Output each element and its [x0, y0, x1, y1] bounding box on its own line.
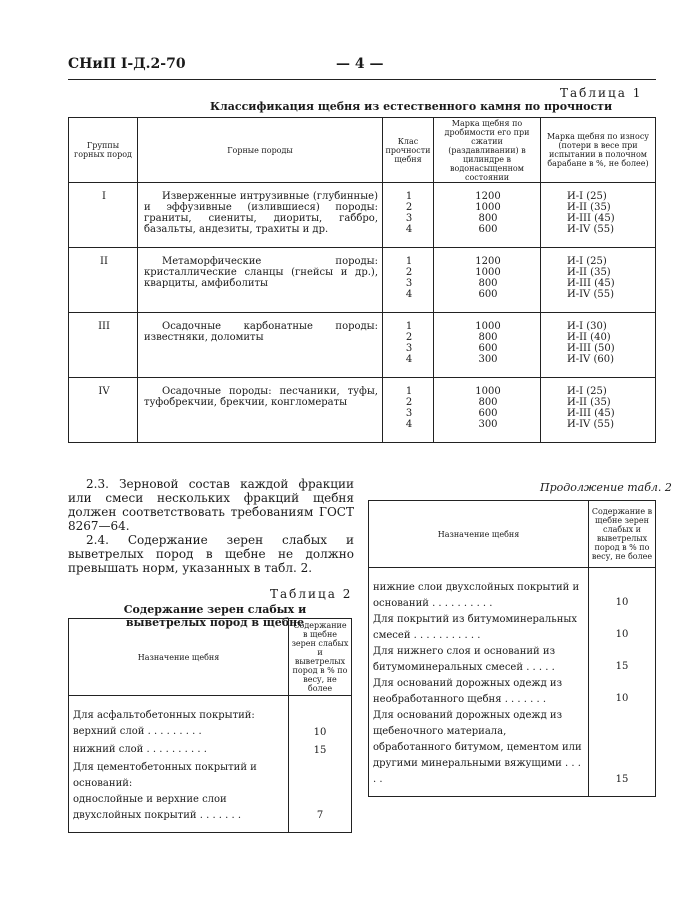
- table2-row: [69, 724, 352, 742]
- table2-value-cell: 15: [289, 742, 352, 760]
- table1-header-row: [69, 118, 656, 183]
- table2-cont-col-purpose: Назначение щебня: [369, 501, 589, 568]
- table1-col-group: Группы горных пород: [69, 118, 138, 183]
- table1-class-cell: [383, 248, 434, 313]
- table2-row: [69, 760, 352, 792]
- table2-header-row: [69, 619, 352, 696]
- table1-strength-cell: [434, 378, 541, 443]
- table2-value-cell: 7: [289, 792, 352, 833]
- table1-group-cell: III: [69, 313, 138, 378]
- table1-rock-cell: Изверженные интрузивные (глубинные) и эффузивные (излившиеся) породы: граниты, сиениты, диориты, габбро, базальты, андезиты, трахиты и др.: [138, 183, 383, 248]
- body-text: [68, 477, 354, 575]
- table1-class-cell-value: 4: [405, 354, 413, 365]
- table2-row: [69, 742, 352, 760]
- table1-class-cell-value: 3: [405, 343, 413, 354]
- table1-strength-cell-value: 300: [478, 419, 498, 430]
- table1-strength-cell: [434, 313, 541, 378]
- table1-class-cell-value: 2: [405, 332, 413, 343]
- table1-class-cell-value: 1: [405, 321, 413, 332]
- table2-cont-purpose-cell: нижние слои двухслойных покрытий и оснований . . . . . . . . . .: [369, 568, 589, 613]
- table1-wear-cell: [541, 183, 656, 248]
- table2-row: [69, 792, 352, 833]
- table1-title: Классификация щебня из естественного камня по прочности: [210, 100, 613, 113]
- table2-col-purpose: Назначение щебня: [69, 619, 289, 696]
- table1-class-cell-value: 3: [405, 213, 413, 224]
- table2-cont-purpose-cell: Для покрытий из битумоминеральных смесей . . . . . . . . . . .: [369, 612, 589, 644]
- table2-cont-row: [369, 676, 656, 708]
- table1-class-cell-value: 1: [405, 386, 413, 397]
- table1-row: [69, 248, 656, 313]
- table2-cont-purpose-cell: Для оснований дорожных одежд из щебеночного материала, обработанного битумом, цементом или другими минеральными вяжущими . . . . .: [369, 708, 589, 797]
- table1-strength-cell-value: 600: [478, 343, 498, 354]
- table1-wear-cell: [541, 313, 656, 378]
- table1-wear-cell-value: И-I (25): [567, 256, 607, 267]
- table1-strength-cell-value: 800: [478, 332, 498, 343]
- table1-class-cell-value: 3: [405, 408, 413, 419]
- table2-cont-row: [369, 612, 656, 644]
- table2-row: [69, 696, 352, 725]
- table1-strength-cell: [434, 183, 541, 248]
- table1-strength-cell-value: 1200: [475, 256, 501, 267]
- table2: [68, 618, 352, 833]
- table1-wear-cell-value: И-IV (60): [567, 354, 614, 365]
- table1-class-cell-value: 1: [405, 256, 413, 267]
- table2-cont-value-cell: 10: [589, 568, 656, 613]
- table1-class-cell-value: 4: [405, 419, 413, 430]
- table1-group-cell: I: [69, 183, 138, 248]
- table2-cont-row: [369, 644, 656, 676]
- table2-title: Содержание зерен слабых и выветрелых пород в щебне: [123, 603, 307, 629]
- document-code: СНиП I-Д.2-70: [68, 56, 186, 72]
- table2-purpose-cell: Для асфальтобетонных покрытий:: [69, 696, 289, 725]
- page-number: — 4 —: [336, 56, 384, 72]
- table1-class-cell: [383, 183, 434, 248]
- table1-strength-cell-value: 600: [478, 224, 498, 235]
- table2-cont-purpose-cell: Для оснований дорожных одежд из необработанного щебня . . . . . . .: [369, 676, 589, 708]
- table2-value-cell: [289, 696, 352, 725]
- table2-cont-value-cell: 10: [589, 612, 656, 644]
- table1-wear-cell-value: И-III (50): [567, 343, 615, 354]
- table1-rock-cell: Метаморфические породы: кристаллические сланцы (гнейсы и др.), кварциты, амфиболиты: [138, 248, 383, 313]
- table1-row: [69, 378, 656, 443]
- table1-rock-cell: Осадочные породы: песчаники, туфы, туфобрекчии, брекчии, конгломераты: [138, 378, 383, 443]
- table2-cont-value-cell: 15: [589, 644, 656, 676]
- table1-strength-cell-value: 800: [478, 213, 498, 224]
- table2-cont-col-content: Содержание в щебне зерен слабых и выветрелых пород в % по весу, не более: [589, 501, 656, 568]
- table1-label: Таблица 1: [560, 86, 643, 100]
- table1-wear-cell-value: И-II (35): [567, 267, 611, 278]
- table1-strength-cell-value: 1000: [475, 267, 501, 278]
- table1-wear-cell-value: И-III (45): [567, 408, 615, 419]
- table1-col-strength: Марка щебня по дробимости его при сжатии (раздавливании) в цилиндре в водонасыщенном состоянии: [434, 118, 541, 183]
- paragraph-2-3: 2.3. Зерновой состав каждой фракции или смеси нескольких фракций щебня должен соответствовать требованиям ГОСТ 8267—64.: [68, 477, 354, 533]
- table2-purpose-cell: нижний слой . . . . . . . . . .: [69, 742, 289, 760]
- table1-class-cell-value: 2: [405, 202, 413, 213]
- table2-cont-value-cell: 15: [589, 708, 656, 797]
- table1-strength-cell-value: 800: [478, 278, 498, 289]
- table1-strength-cell-value: 800: [478, 397, 498, 408]
- table1-col-wear: Марка щебня по износу (потери в весе при испытании в полочном барабане в %, не более): [541, 118, 656, 183]
- table2-value-cell: [289, 760, 352, 792]
- table1-strength-cell-value: 300: [478, 354, 498, 365]
- table2-cont-value-cell: 10: [589, 676, 656, 708]
- table1-group-cell: IV: [69, 378, 138, 443]
- table2-continued-label: Продолжение табл. 2: [540, 481, 672, 494]
- table2-cont-header-row: [369, 501, 656, 568]
- table1-strength-cell-value: 1000: [475, 386, 501, 397]
- table2-cont-row: [369, 568, 656, 613]
- table2-value-cell: 10: [289, 724, 352, 742]
- table1-strength-cell: [434, 248, 541, 313]
- table2-cont-purpose-cell: Для нижнего слоя и оснований из битумоминеральных смесей . . . . .: [369, 644, 589, 676]
- table1-class-cell-value: 2: [405, 397, 413, 408]
- table1-wear-cell-value: И-IV (55): [567, 419, 614, 430]
- table1-wear-cell-value: И-II (40): [567, 332, 611, 343]
- table1-wear-cell-value: И-IV (55): [567, 224, 614, 235]
- table1-wear-cell-value: И-II (35): [567, 202, 611, 213]
- table1-wear-cell-value: И-I (25): [567, 386, 607, 397]
- table1-class-cell: [383, 378, 434, 443]
- table1-wear-cell-value: И-II (35): [567, 397, 611, 408]
- table1-class-cell: [383, 313, 434, 378]
- table1-strength-cell-value: 600: [478, 408, 498, 419]
- table1-rock-cell: Осадочные карбонатные породы: известняки, доломиты: [138, 313, 383, 378]
- table2-purpose-cell: верхний слой . . . . . . . . .: [69, 724, 289, 742]
- paragraph-2-4: 2.4. Содержание зерен слабых и выветрелых пород в щебне не должно превышать норм, указанных в табл. 2.: [68, 533, 354, 575]
- table1-strength-cell-value: 1000: [475, 321, 501, 332]
- table1-strength-cell-value: 600: [478, 289, 498, 300]
- table1-class-cell-value: 4: [405, 289, 413, 300]
- table2-cont-row: [369, 708, 656, 797]
- header-rule: [68, 79, 656, 80]
- table1-col-rock: Горные породы: [138, 118, 383, 183]
- table1-strength-cell-value: 1000: [475, 202, 501, 213]
- table1-wear-cell-value: И-I (30): [567, 321, 607, 332]
- table1-col-class: Клас прочности щебня: [383, 118, 434, 183]
- table2-col-content: Содержание в щебне зерен слабых и выветрелых пород в % по весу, не более: [289, 619, 352, 696]
- table2-continued: [368, 500, 656, 797]
- table1-wear-cell-value: И-I (25): [567, 191, 607, 202]
- table2-purpose-cell: Для цементобетонных покрытий и оснований:: [69, 760, 289, 792]
- table1-strength-cell-value: 1200: [475, 191, 501, 202]
- table1-class-cell-value: 1: [405, 191, 413, 202]
- table1-class-cell-value: 4: [405, 224, 413, 235]
- table2-purpose-cell: однослойные и верхние слои двухслойных покрытий . . . . . . .: [69, 792, 289, 833]
- table1-wear-cell: [541, 378, 656, 443]
- table1-row: [69, 183, 656, 248]
- table1-row: [69, 313, 656, 378]
- table1-group-cell: II: [69, 248, 138, 313]
- table1: [68, 117, 656, 443]
- table1-wear-cell-value: И-III (45): [567, 213, 615, 224]
- table1-class-cell-value: 2: [405, 267, 413, 278]
- table2-label: Таблица 2: [270, 587, 353, 601]
- table1-wear-cell: [541, 248, 656, 313]
- table1-wear-cell-value: И-III (45): [567, 278, 615, 289]
- table1-class-cell-value: 3: [405, 278, 413, 289]
- table1-wear-cell-value: И-IV (55): [567, 289, 614, 300]
